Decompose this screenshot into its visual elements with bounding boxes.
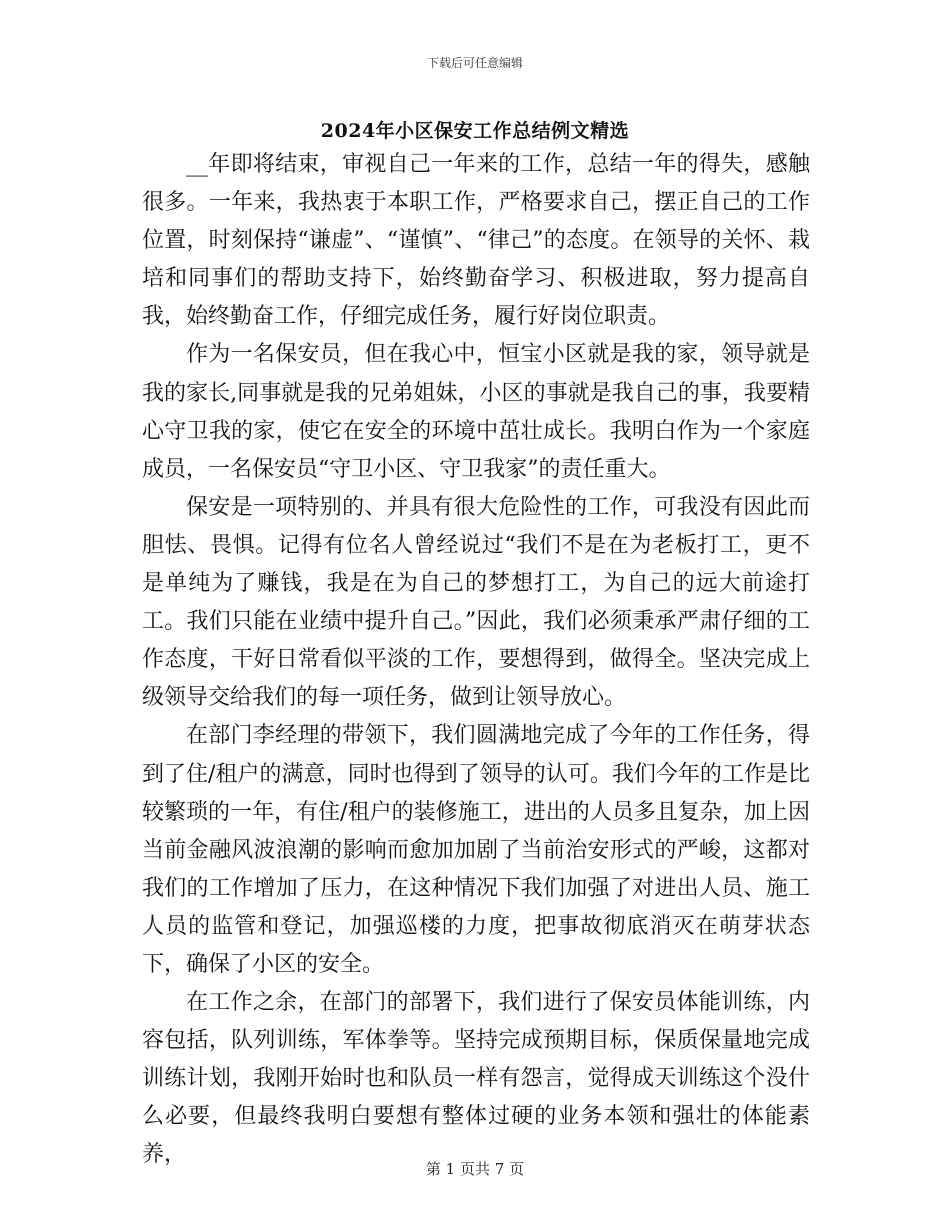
header-note: 下载后可任意编辑 <box>426 56 523 70</box>
paragraph-5: 在工作之余，在部门的部署下，我们进行了保安员体能训练，内容包括，队列训练，军体拳等。坚持完成预期目标，保质保量地完成训练计划，我刚开始时也和队员一样有怨言，觉得成天训练这个没什么必要，但最终我明白要想有整体过硬的业务本领和强壮的体能素养， <box>142 990 810 1168</box>
paragraph-4: 在部门李经理的带领下，我们圆满地完成了今年的工作任务，得到了住/租户的满意，同时也得到了领导的认可。我们今年的工作是比较繁琐的一年，有住/租户的装修施工，进出的人员多且复杂，加上因当前金融风波浪潮的影响而愈加加剧了当前治安形式的严峻，这都对我们的工作增加了压力，在这种情况下我们加强了对进出人员、施工人员的监管和登记，加强巡楼的力度，把事故彻底消灭在萌芽状态下，确保了小区的安全。 <box>142 723 810 977</box>
paragraph-3: 保安是一项特别的、并具有很大危险性的工作，可我没有因此而胆怯、畏惧。记得有位名人曾经说过“我们不是在为老板打工，更不是单纯为了赚钱，我是在为自己的梦想打工，为自己的远大前途打工。我们只能在业绩中提升自己。”因此，我们必须秉承严肃仔细的工作态度，干好日常看似平淡的工作，要想得到，做得全。坚决完成上级领导交给我们的每一项任务，做到让领导放心。 <box>142 494 810 711</box>
paragraph-1: __年即将结束，审视自己一年来的工作，总结一年的得失，感触很多。一年来，我热衷于本职工作，严格要求自己，摆正自己的工作位置，时刻保持“谦虚”、“谨慎”、“律己”的态度。在领导的关怀、栽培和同事们的帮助支持下，始终勤奋学习、积极进取，努力提高自我，始终勤奋工作，仔细完成任务，履行好岗位职责。 <box>142 152 810 330</box>
document-body <box>142 146 810 1175</box>
paragraph-2: 作为一名保安员，但在我心中，恒宝小区就是我的家，领导就是我的家长,同事就是我的兄弟姐妹，小区的事就是我自己的事，我要精心守卫我的家，使它在安全的环境中茁壮成长。我明白作为一个家庭成员，一名保安员“守卫小区、守卫我家”的责任重大。 <box>142 342 810 482</box>
page-number-footer: 第 1 页共 7 页 <box>425 1160 525 1178</box>
document-title: 2024年小区保安工作总结例文精选 <box>320 120 630 142</box>
